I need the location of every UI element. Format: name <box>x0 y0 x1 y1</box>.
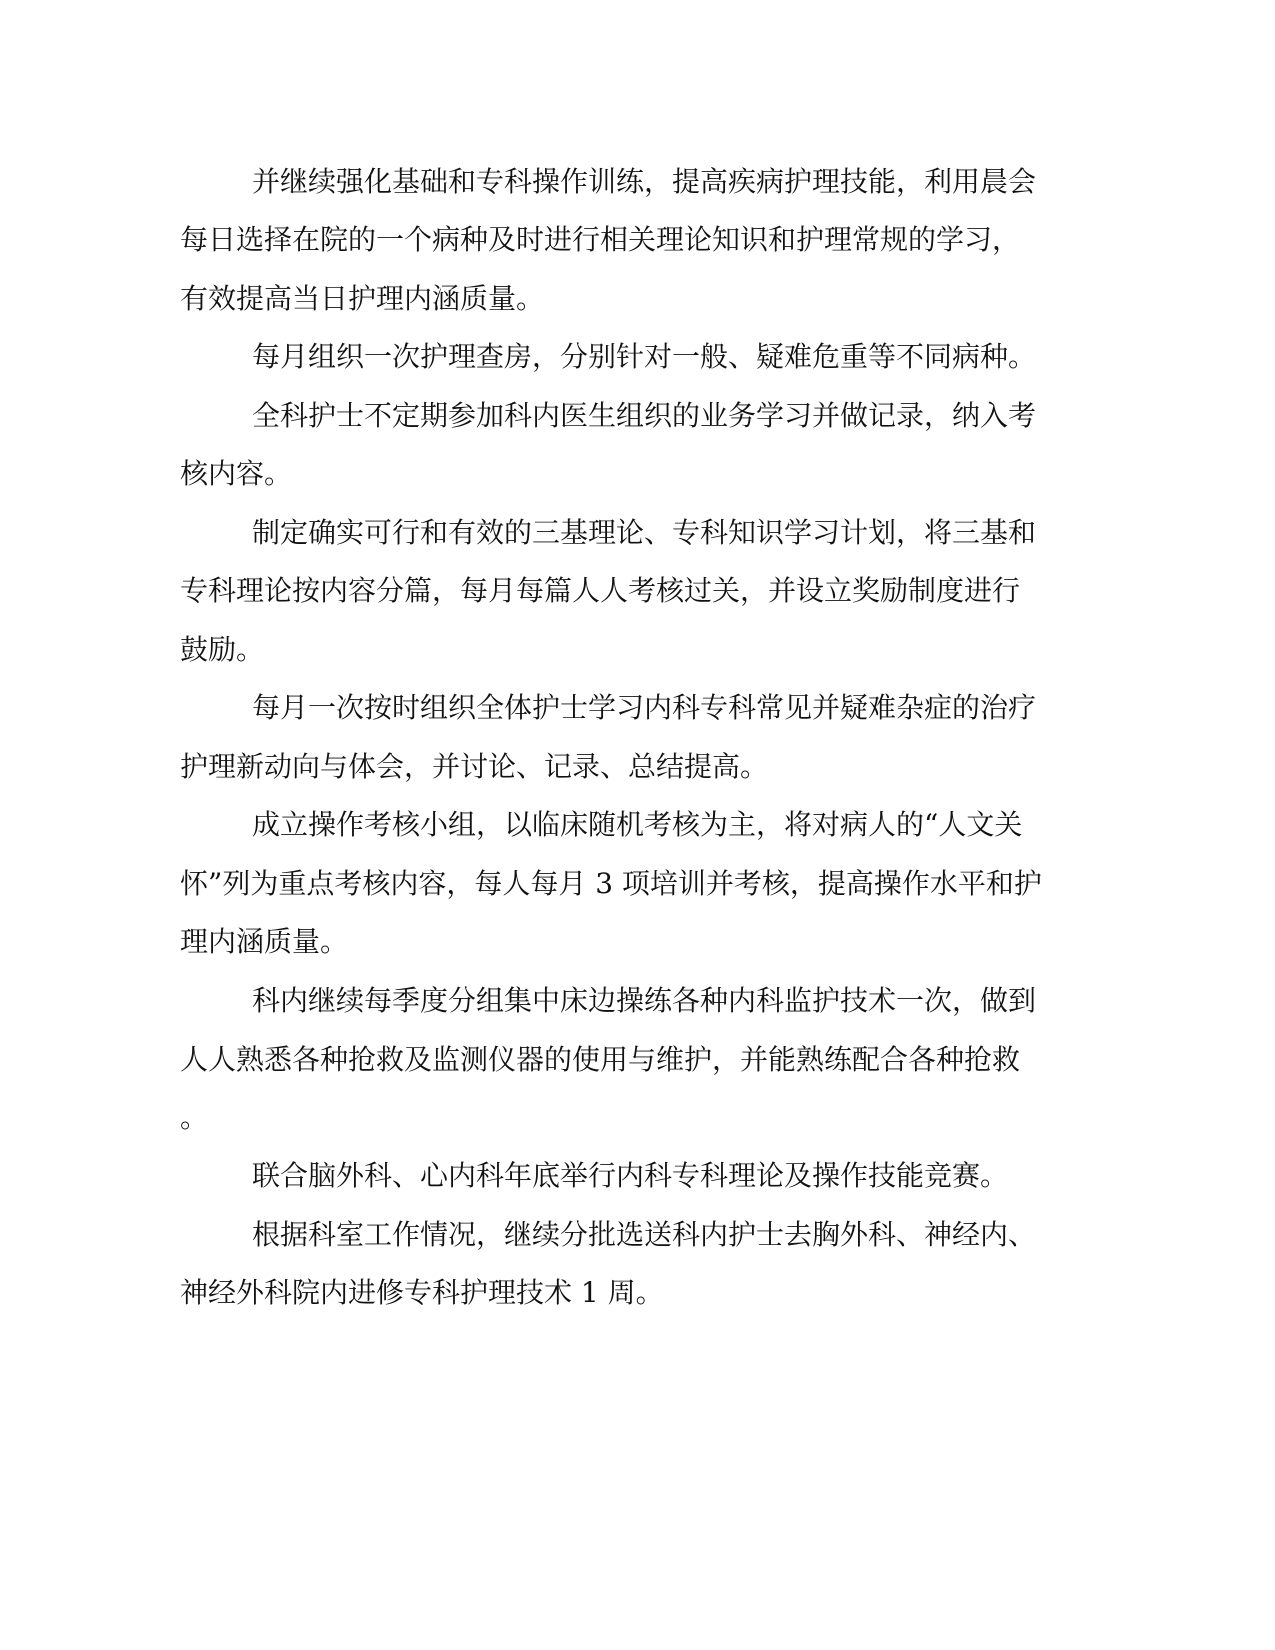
paragraph-1-line-1: 并继续强化基础和专科操作训练，提高疾病护理技能，利用晨会 <box>252 165 1037 198</box>
paragraph-4-line-2: 专科理论按内容分篇，每月每篇人人考核过关，并设立奖励制度进行 <box>180 574 1021 607</box>
paragraph-6-line-3: 理内涵质量。 <box>180 925 349 958</box>
paragraph-7-line-2: 人人熟悉各种抢救及监测仪器的使用与维护，并能熟练配合各种抢救 <box>180 1043 1021 1076</box>
paragraph-6-line-1: 成立操作考核小组，以临床随机考核为主，将对病人的“人文关 <box>252 808 1023 841</box>
paragraph-4-line-1: 制定确实可行和有效的三基理论、专科知识学习计划，将三基和 <box>252 516 1037 549</box>
paragraph-2-line-1: 每月组织一次护理查房，分别针对一般、疑难危重等不同病种。 <box>252 340 1037 373</box>
paragraph-9-line-2: 神经外科院内进修专科护理技术 1 周。 <box>180 1276 664 1309</box>
paragraph-5-line-1: 每月一次按时组织全体护士学习内科专科常见并疑难杂症的治疗 <box>252 691 1037 724</box>
paragraph-4-line-3: 鼓励。 <box>180 633 265 666</box>
paragraph-8-line-1: 联合脑外科、心内科年底举行内科专科理论及操作技能竞赛。 <box>252 1159 1009 1192</box>
paragraph-1-line-2: 每日选择在院的一个病种及时进行相关理论知识和护理常规的学习， <box>180 223 1021 256</box>
paragraph-5-line-2: 护理新动向与体会，并讨论、记录、总结提高。 <box>180 750 769 783</box>
paragraph-7-line-1: 科内继续每季度分组集中床边操练各种内科监护技术一次，做到 <box>252 984 1037 1017</box>
paragraph-3-line-1: 全科护士不定期参加科内医生组织的业务学习并做记录，纳入考 <box>252 399 1037 432</box>
paragraph-7-line-3: 。 <box>180 1101 209 1134</box>
paragraph-9-line-1: 根据科室工作情况，继续分批选送科内护士去胸外科、神经内、 <box>252 1218 1037 1251</box>
paragraph-6-line-2: 怀”列为重点考核内容，每人每月 3 项培训并考核，提高操作水平和护 <box>180 867 1042 900</box>
paragraph-3-line-2: 核内容。 <box>180 457 293 490</box>
paragraph-1-line-3: 有效提高当日护理内涵质量。 <box>180 282 545 315</box>
